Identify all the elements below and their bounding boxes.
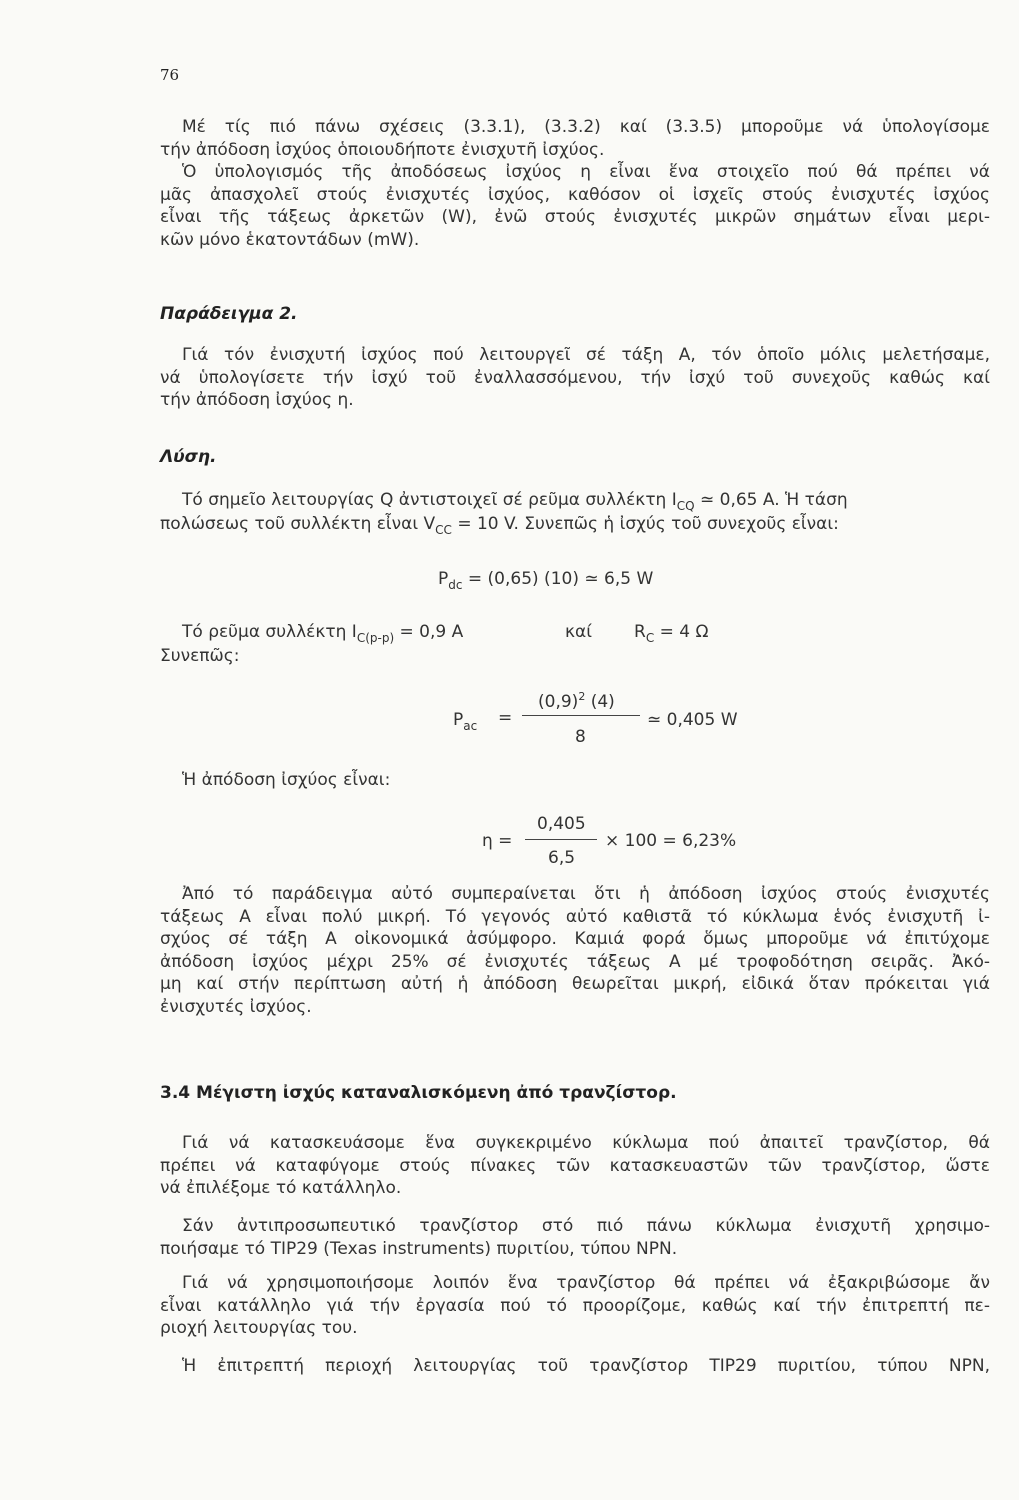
example-title: Παράδειγμα 2. xyxy=(160,304,298,324)
pac-equals: = xyxy=(498,708,513,728)
intro-line: εἶναι τῆς τάξεως ἀρκετῶν (W), ἐνῶ στούς ἐνισχυτές μικρῶν σημάτων εἶναι μερι- xyxy=(160,207,990,227)
solution-title: Λύση. xyxy=(160,447,217,467)
intro-line: κῶν μόνο ἑκατοντάδων (mW). xyxy=(160,229,420,250)
intro-line: Μέ τίς πιό πάνω σχέσεις (3.3.1), (3.3.2) καί (3.3.5) μποροῦμε νά ὑπολογίσομε xyxy=(182,117,990,137)
section-paragraph-4 xyxy=(160,1355,990,1378)
eta-numerator: 0,405 xyxy=(537,814,586,834)
pac-numerator: $(0,9)^2$ (4) xyxy=(538,690,615,712)
section-line: Σάν ἀντιπροσωπευτικό τρανζίστορ στό πιό πάνω κύκλωμα ἐνισχυτῆ χρησιμο- xyxy=(182,1216,990,1236)
conclusion-line: σχύος σέ τάξη Α οἰκονομικά ἀσύμφορο. Καμιά φορά ὅμως μποροῦμε νά ἐπιτύχομε xyxy=(160,929,990,949)
section-line: ποιήσαμε τό TIP29 (Texas instruments) πυριτίου, τύπου NPN. xyxy=(160,1238,678,1259)
collector-current-line: Τό ρεῦμα συλλέκτη $I_{C(p-p)} = 0,9$ A xyxy=(182,622,464,645)
section-paragraph-1 xyxy=(160,1132,990,1200)
intro-line: μᾶς ἀπασχολεῖ στούς ἐνισχυτές ἰσχύος, καθόσον οἱ ἰσχεῖς στούς ἐνισχυτές ἰσχύος xyxy=(160,184,990,205)
intro-line: Ὁ ὑπολογισμός τῆς ἀποδόσεως ἰσχύος η εἶναι ἕνα στοιχεῖο πού θά πρέπει νά xyxy=(182,162,990,182)
conclusion-paragraph xyxy=(160,883,990,1018)
section-heading: 3.4 Μέγιστη ἰσχύς καταναλισκόμενη ἀπό τρανζίστορ. xyxy=(160,1083,677,1103)
section-paragraph-3 xyxy=(160,1272,990,1340)
example-paragraph xyxy=(160,344,990,412)
eta-denominator: 6,5 xyxy=(548,848,576,868)
example-line: Γιά τόν ἐνισχυτή ἰσχύος πού λειτουργεῖ σέ τάξη Α, τόν ὁποῖο μόλις μελετήσαμε, xyxy=(182,345,990,365)
example-line: νά ὑπολογίσετε τήν ἰσχύ τοῦ ἐναλλασσόμενου, τήν ἰσχύ τοῦ συνεχοῦς καθώς καί xyxy=(160,367,990,388)
section-line: πρέπει νά καταφύγομε στούς πίνακες τῶν κατασκευαστῶν τῶν τρανζίστορ, ὥστε xyxy=(160,1155,990,1176)
therefore-label: Συνεπῶς: xyxy=(160,646,240,666)
intro-paragraph xyxy=(160,116,990,251)
conclusion-line: Ἀπό τό παράδειγμα αὐτό συμπεραίνεται ὅτι ἡ ἀπόδοση ἰσχύος στούς ἐνισχυτές xyxy=(182,884,990,904)
pac-denominator: 8 xyxy=(575,727,586,747)
pac-result: ≃ 0,405 W xyxy=(647,710,738,730)
section-line: Γιά νά κατασκευάσομε ἕνα συγκεκριμένο κύκλωμα πού ἀπαιτεῖ τρανζίστορ, θά xyxy=(182,1133,990,1153)
section-line: Ἡ ἐπιτρεπτή περιοχή λειτουργίας τοῦ τρανζίστορ TIP29 πυριτίου, τύπου NPN, xyxy=(182,1356,990,1376)
page-number: 76 xyxy=(160,66,180,84)
conclusion-line: μη καί στήν περίπτωση αὐτή ἡ ἀπόδοση θεωρεῖται μικρή, εἰδικά ὅταν πρόκειται γιά xyxy=(160,974,990,994)
conclusion-line: ἐνισχυτές ἰσχύος. xyxy=(160,996,312,1017)
solution-line-1: Τό σημεῖο λειτουργίας Q ἀντιστοιχεῖ σέ ρεῦμα συλλέκτη $I_{CQ}$ ≃ 0,65 A. Ἡ τάση xyxy=(182,490,848,513)
rc-value: $R_C = 4$ Ω xyxy=(634,622,709,645)
section-line: Γιά νά χρησιμοποιήσομε λοιπόν ἕνα τρανζίστορ θά πρέπει νά ἐξακριβώσομε ἄν xyxy=(182,1273,990,1293)
pac-lhs: $P_{ac}$ xyxy=(453,710,478,733)
conclusion-line: ἀπόδοση ἰσχύος μέχρι 25% σέ ἐνισχυτές τάξεως Α μέ τροφοδότηση σειρᾶς. Ἀκό- xyxy=(160,951,990,972)
and-word: καί xyxy=(565,622,592,642)
section-paragraph-2 xyxy=(160,1215,990,1260)
efficiency-label: Ἡ ἀπόδοση ἰσχύος εἶναι: xyxy=(182,770,391,790)
eta-lhs: η = xyxy=(482,831,513,851)
section-line: εἶναι κατάλληλο γιά τήν ἐργασία πού τό προορίζομε, καθώς καί τήν ἐπιτρεπτή πε- xyxy=(160,1295,990,1316)
intro-line: τήν ἀπόδοση ἰσχύος ὁποιουδήποτε ἐνισχυτῆ ἰσχύος. xyxy=(160,139,605,160)
conclusion-line: τάξεως Α εἶναι πολύ μικρή. Τό γεγονός αὐτό καθιστᾶ τό κύκλωμα ἑνός ἐνισχυτῆ ἰ- xyxy=(160,906,990,927)
eta-fraction-bar xyxy=(525,839,597,840)
eta-result: × 100 = 6,23% xyxy=(605,831,737,851)
pac-fraction-bar xyxy=(522,715,640,716)
solution-line-2: πολώσεως τοῦ συλλέκτη εἶναι $V_{CC} = 10$ V. Συνεπῶς ἡ ἰσχύς τοῦ συνεχοῦς εἶναι: xyxy=(160,514,839,537)
section-line: ριοχή λειτουργίας του. xyxy=(160,1318,358,1338)
section-line: νά ἐπιλέξομε τό κατάλληλο. xyxy=(160,1178,402,1198)
example-line: τήν ἀπόδοση ἰσχύος η. xyxy=(160,390,354,410)
pdc-equation: $P_{dc} = (0,65)$ (10) ≃ 6,5 W xyxy=(438,569,654,592)
